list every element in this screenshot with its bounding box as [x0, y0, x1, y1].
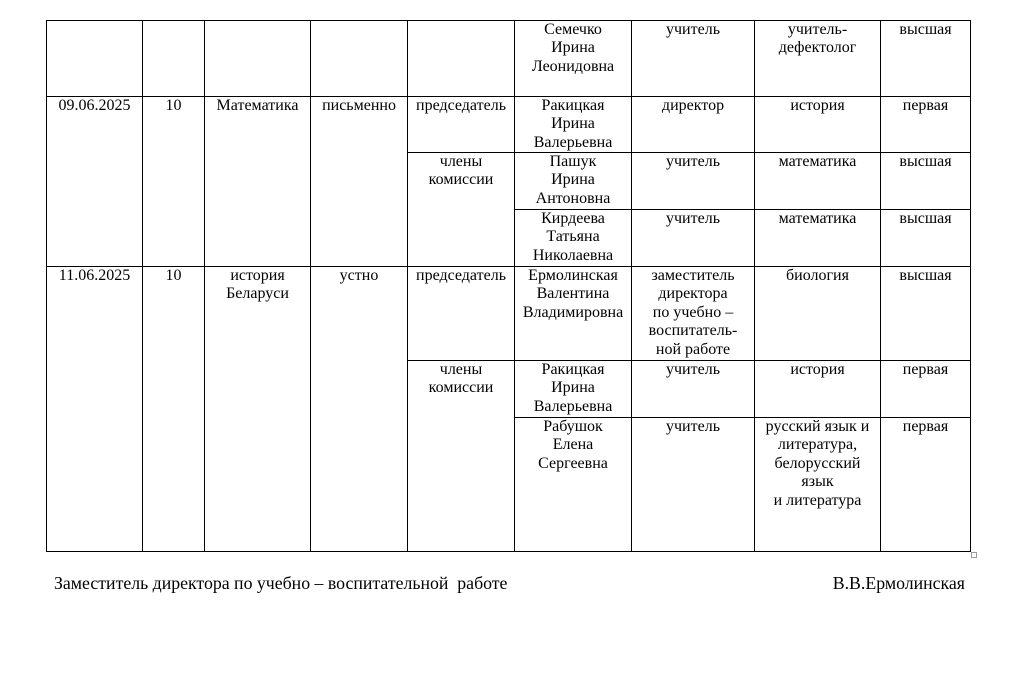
- signatory-title: Заместитель директора по учебно – воспитательной работе: [54, 573, 508, 593]
- member-position-cell: учитель: [632, 21, 755, 97]
- chair-category-cell: первая: [881, 97, 971, 153]
- member-position-cell: учитель: [632, 418, 755, 552]
- member-specialty-cell: русский язык и литература, белорусский язык и литература: [755, 418, 881, 552]
- chair-name-cell: Ракицкая Ирина Валерьевна: [515, 97, 632, 153]
- exam-form-cell: письменно: [311, 97, 408, 267]
- exam-date-cell: 11.06.2025: [47, 267, 143, 552]
- member-specialty-cell: учитель- дефектолог: [755, 21, 881, 97]
- chair-category-cell: высшая: [881, 267, 971, 361]
- member-position-cell: учитель: [632, 210, 755, 267]
- table-resize-handle[interactable]: [971, 552, 977, 558]
- subject-cell: [205, 21, 311, 97]
- chair-position-cell: директор: [632, 97, 755, 153]
- qualification-category-cell: высшая: [881, 21, 971, 97]
- member-specialty-cell: математика: [755, 153, 881, 210]
- commission-role-cell: [408, 21, 515, 97]
- qualification-category-cell: первая: [881, 361, 971, 418]
- commission-role-cell: председатель: [408, 267, 515, 361]
- chair-specialty-cell: история: [755, 97, 881, 153]
- class-cell: [143, 21, 205, 97]
- member-name-cell: Пашук Ирина Антоновна: [515, 153, 632, 210]
- member-position-cell: учитель: [632, 361, 755, 418]
- member-position-cell: учитель: [632, 153, 755, 210]
- qualification-category-cell: первая: [881, 418, 971, 552]
- member-specialty-cell: математика: [755, 210, 881, 267]
- member-name-cell: Рабушок Елена Сергеевна: [515, 418, 632, 552]
- member-specialty-cell: история: [755, 361, 881, 418]
- exam-form-cell: [311, 21, 408, 97]
- subject-cell: Математика: [205, 97, 311, 267]
- subject-cell: история Беларуси: [205, 267, 311, 552]
- class-cell: 10: [143, 267, 205, 552]
- member-name-cell: Кирдеева Татьяна Николаевна: [515, 210, 632, 267]
- chair-name-cell: Ермолинская Валентина Владимировна: [515, 267, 632, 361]
- exam-date-cell: [47, 21, 143, 97]
- qualification-category-cell: высшая: [881, 153, 971, 210]
- member-name-cell: Ракицкая Ирина Валерьевна: [515, 361, 632, 418]
- exam-date-cell: 09.06.2025: [47, 97, 143, 267]
- commission-role-cell: члены комиссии: [408, 153, 515, 267]
- member-name-cell: Семечко Ирина Леонидовна: [515, 21, 632, 97]
- commission-role-cell: председатель: [408, 97, 515, 153]
- commission-role-cell: члены комиссии: [408, 361, 515, 552]
- qualification-category-cell: высшая: [881, 210, 971, 267]
- class-cell: 10: [143, 97, 205, 267]
- chair-specialty-cell: биология: [755, 267, 881, 361]
- chair-position-cell: заместитель директора по учебно – воспитатель- ной работе: [632, 267, 755, 361]
- exam-form-cell: устно: [311, 267, 408, 552]
- signatory-name: В.В.Ермолинская: [832, 573, 965, 593]
- exam-schedule-table: [46, 20, 971, 552]
